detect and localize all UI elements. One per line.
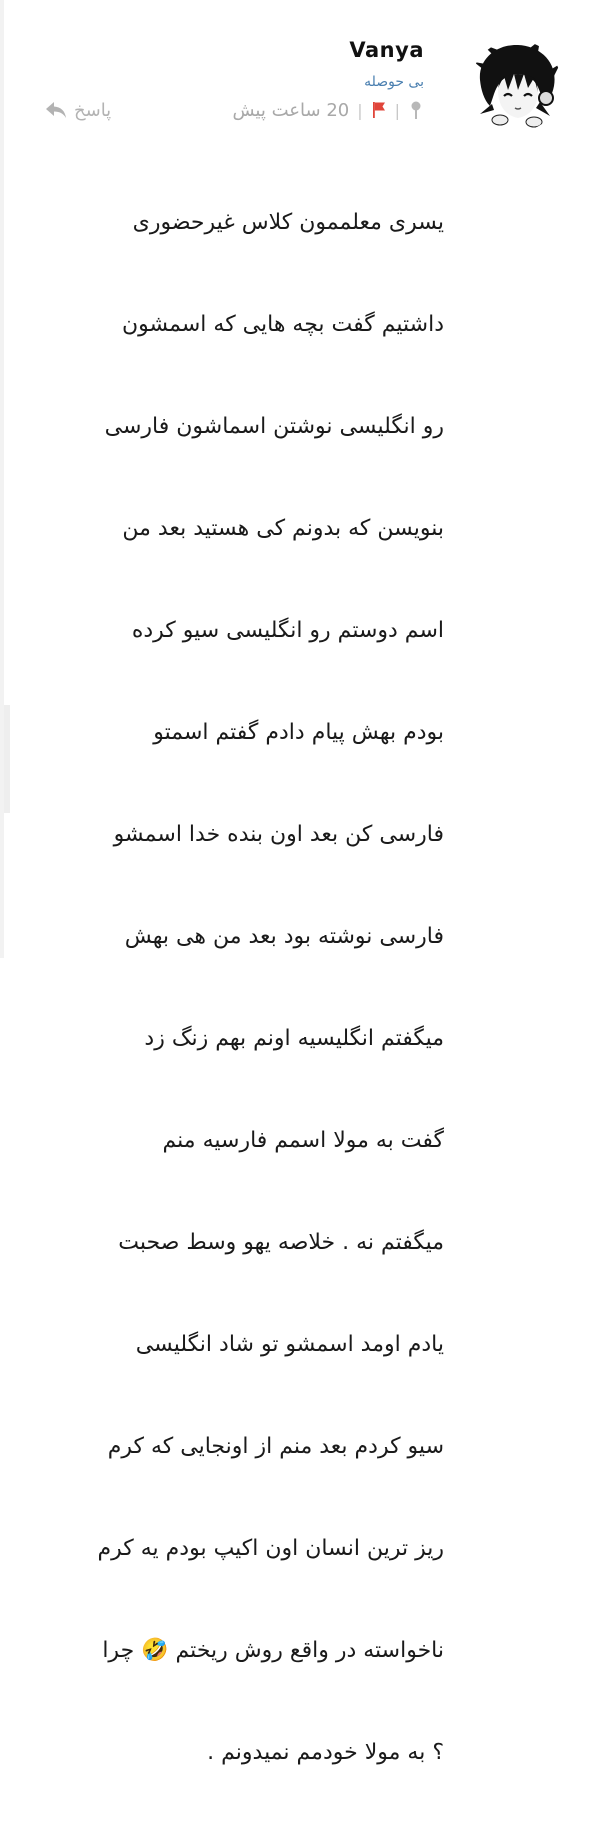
comment-line: داشتیم گفت بچه هایی که اسمشون <box>122 312 444 337</box>
comment-line: رو انگلیسی نوشتن اسماشون فارسی <box>104 414 444 439</box>
comment-meta-row <box>0 96 424 126</box>
comment-line: ؟ به مولا خودمم نمیدونم . <box>207 1740 444 1765</box>
comment-line: فارسی کن بعد اون بنده خدا اسمشو <box>113 822 444 847</box>
comment-line: ریز ترین انسان اون اکیپ بودم یه کرم <box>97 1536 444 1561</box>
comment-line: بودم بهش پیام دادم گفتم اسمتو <box>153 720 444 745</box>
pin-icon[interactable] <box>408 100 424 120</box>
comment-line: میگفتم انگلیسیه اونم بهم زنگ زد <box>144 1026 444 1051</box>
comment-line: یادم اومد اسمشو تو شاد انگلیسی <box>135 1332 444 1357</box>
reply-label: پاسخ <box>74 99 112 121</box>
comment-line: فارسی نوشته بود بعد من هی بهش <box>124 924 444 949</box>
reply-arrow-icon <box>44 99 68 121</box>
comment-line: میگفتم نه . خلاصه یهو وسط صحبت <box>118 1230 444 1255</box>
comment-line: بنویسن که بدونم کی هستید بعد من <box>122 516 444 541</box>
separator: | <box>357 100 363 120</box>
comment-line: ناخواسته در واقع روش ریختم 🤣 چرا <box>102 1638 444 1663</box>
reply-button[interactable] <box>44 96 111 124</box>
avatar[interactable] <box>470 40 562 132</box>
anime-avatar-icon <box>470 40 562 132</box>
comment-body <box>62 146 444 1829</box>
comment-line: اسم دوستم رو انگلیسی سیو کرده <box>131 618 444 643</box>
comment-line: سیو کردم بعد منم از اونجایی که کرم <box>107 1434 444 1459</box>
comment-line: گفت به مولا اسمم فارسیه منم <box>162 1128 444 1153</box>
username[interactable]: Vanya <box>349 38 424 62</box>
comment-line: یسری معلممون کلاس غیرحضوری <box>132 210 444 235</box>
flag-icon[interactable] <box>371 100 387 120</box>
timestamp: 20 ساعت پیش <box>232 99 350 121</box>
separator: | <box>394 100 400 120</box>
user-status: بی حوصله <box>364 74 424 90</box>
meta-info <box>232 96 424 124</box>
